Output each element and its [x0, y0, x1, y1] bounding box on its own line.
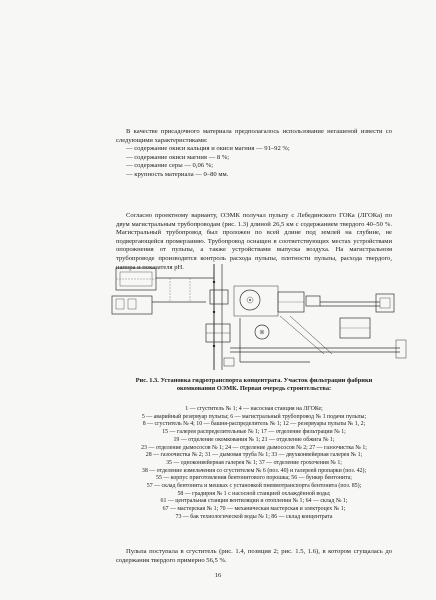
list-item: — крупность материала — 0–80 мм.: [126, 170, 229, 178]
legend-line: 5 — аварийный резервуар пульпы; 6 — магистральный трубопровод № 1 подачи пульпы;: [141, 413, 367, 420]
intro-section: [116, 128, 392, 180]
intro-lead: В качестве присадочного материала предполагалось использование негашеной извести со следующими характеристиками:: [116, 128, 392, 144]
legend-line: 73 — бак технологической воды № 1; 86 — склад концентрата: [175, 513, 333, 520]
list-item: — содержание окиси кальция и окиси магния — 91–92 %;: [126, 145, 290, 153]
page-number: 16: [214, 572, 222, 579]
legend-line: 35 — одноконвейерная галерея № 1; 37 — отделение грохочения № 1;: [166, 459, 342, 466]
legend-line: 38 — отделение измельчения со сгустителем № 6 (поз. 40) и галереей пропарки (поз. 42);: [141, 467, 367, 474]
paragraph-text: Согласно проектному варианту, ОЭМК получал пульпу с Лебединского ГОКа (ЛГОКа) по двум магистральным трубопроводам (рис. 1.3) длиной 26,5 км с содержанием твердого 40–50 %. Магистральный трубопровод был проложен по всей длине под землей на глубине, не подвергающейся промерзанию. Трубопровод оснащен в соответствующих местах устройствами опорожнения от пульпы, а также устройствами выпуска воздуха. На магистральном трубопроводе производится контроль расхода пульпы, плотности пульпы, расхода твердого, напора и показателя рН.: [116, 212, 392, 271]
figure-caption: Рис. 1.3. Установка гидротранспорта концентрата. Участок фильтрации фабрики окомкования ОЭМК. Первая очередь строительства:: [135, 377, 373, 393]
list-item: — содержание серы — 0,06 %;: [126, 162, 214, 170]
legend-line: 15 — галерея распределительные № 1; 17 — отделение фильтрации № 1;: [162, 429, 346, 436]
legend-line: 57 — склад бентонита и мешках с установкой пневмотранспорта бентонита (поз. 85);: [146, 483, 362, 490]
figure-legend: [114, 406, 394, 522]
legend-line: 61 — центральная станция вентиляции и отопления № 1; 64 — склад № 1;: [160, 498, 348, 505]
legend-line: 23 — отделение дымососов № 1; 24 — отделение дымососов № 2; 27 — газоочистка № 1;: [141, 444, 367, 451]
legend-line: 8 — сгуститель № 4; 10 — башня-распределитель № 1; 12 — резервуары пульпы № 1, 2;: [142, 421, 366, 428]
legend-line: 1 — сгуститель № 1; 4 — насосная станция на ЛГОКе;: [185, 406, 323, 412]
legend-line: 28 — газоочистка № 2; 31 — дымовая труба № 1; 33 — двухконвейерная галерея № 1;: [145, 452, 363, 459]
paragraph-text: Пульпа поступала в сгуститель (рис. 1.4, позиция 2; рис. 1.5, 1.6), в котором сгущалась до содержания твердого примерно 56,5 %.: [116, 548, 392, 564]
list-item: — содержание окиси магния — 8 %;: [126, 153, 230, 161]
building-block: [376, 294, 394, 312]
legend-line: 55 — корпус приготовления бентонитового порошка; 56 — бункер бентонита;: [156, 475, 352, 482]
building-block: [210, 290, 228, 304]
legend-line: 19 — отделение окомкования № 1; 21 — отделение обжига № 1;: [173, 436, 335, 443]
legend-line: 67 — мастерская № 1; 70 — механическая мастерская и электроцех № 1;: [162, 506, 346, 513]
legend-line: 58 — градирня № 1 с насосной станцией охлаждённой воды;: [177, 490, 331, 497]
site-plan-drawing: [110, 262, 410, 374]
final-paragraph: [116, 548, 392, 565]
building-block: [112, 296, 152, 314]
